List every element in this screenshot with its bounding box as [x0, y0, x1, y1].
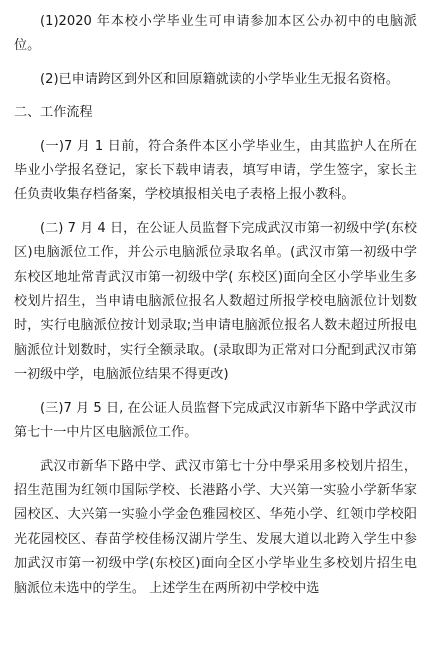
paragraph-ineligible: (2)已申请跨区到外区和回原籍就读的小学毕业生无报名资格。: [40, 71, 399, 87]
paragraph-step-1: (一)7 月 1 日前，符合条件本区小学毕业生，由其监护人在所在毕业小学报名登记，家长下载申请表，填写申请，学生签字，家长主任负责收集存档备案，学校填报相关电子表格上报小教科。: [14, 138, 417, 203]
section-heading-workflow: 二、工作流程: [14, 105, 93, 121]
paragraph-eligibility: (1)2020 年本校小学毕业生可申请参加本区公办初中的电脑派位。: [14, 14, 417, 54]
paragraph-step-3: (三)7 月 5 日, 在公证人员监督下完成武汉市新华下路中学武汉市第七十一中片区电脑派位工作。: [14, 400, 417, 441]
paragraph-step-3-detail: 武汉市新华下路中学、武汉市第七十分中學采用多校划片招生，招生范围为红领巾国际学校、长港路小学、大兴第一实验小学新华家园校区、大兴第一实验小学金色雅园校区、华苑小学、红领巾学校阳光花园校区、春苗学校佳杨汉湖片学生、发展大道以北跨入学生中参加武汉市第一初级中学(东校区)面向全区小学毕业生多校划片招生电脑派位未选中的学生。 上述学生在两所初中学校中选: [14, 458, 417, 596]
paragraph-step-2: (二) 7 月 4 日，在公证人员监督下完成武汉市第一初级中学(东校区)电脑派位工作，并公示电脑派位录取名单。(武汉市第一初级中学东校区地址常青武汉市第一初级中学( 东校区)面向全区小学毕业生多校划片招生，当申请电脑派位报名人数超过所报学校电脑派位计划数时，实行电脑派位按计划录取;当申请电脑派位报名人数未超过所报电脑派位计划数时，实行全额录取。(录取即为正常对口分配到武汉市第一初级中学，电脑派位结果不得更改): [14, 220, 417, 383]
